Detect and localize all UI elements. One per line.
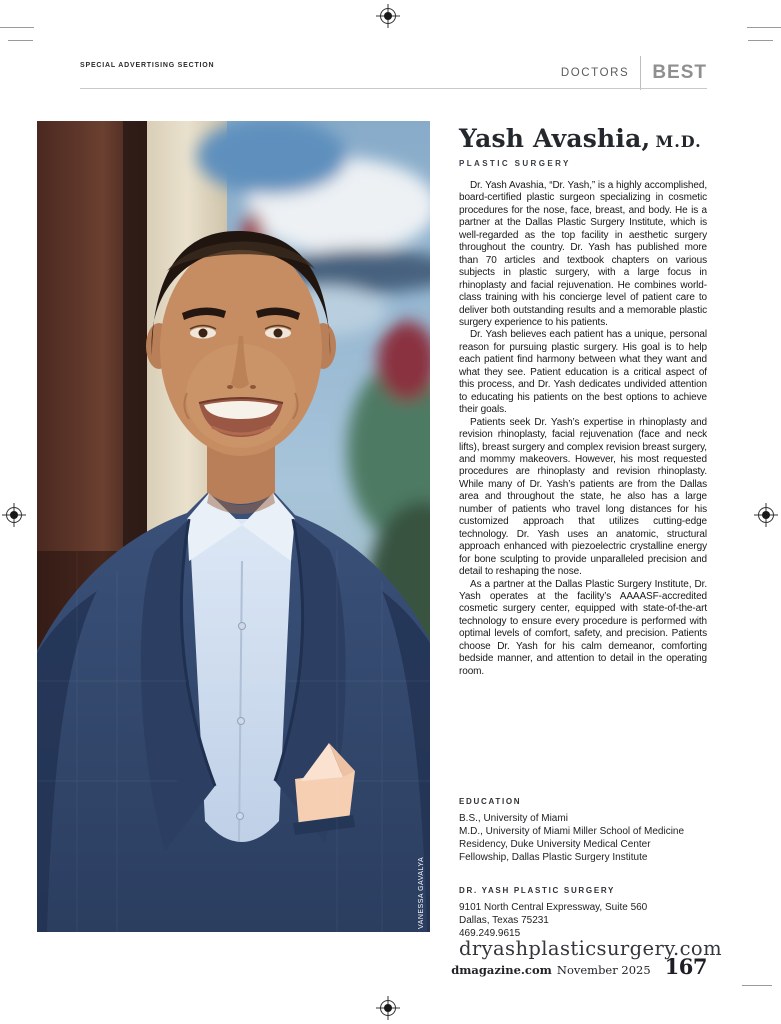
practice-address-line: 9101 North Central Expressway, Suite 560 <box>459 902 648 913</box>
doctor-name-main: Yash Avashia, <box>459 124 651 153</box>
crop-mark <box>0 27 34 28</box>
education-heading: EDUCATION <box>459 797 522 806</box>
practice-address-line: Dallas, Texas 75231 <box>459 915 549 926</box>
header-rule <box>80 88 707 89</box>
education-item: Residency, Duke University Medical Center <box>459 839 651 850</box>
education-item: B.S., University of Miami <box>459 813 568 824</box>
practice-phone: 469.249.9615 <box>459 928 521 939</box>
footer-date: November 2025 <box>556 963 651 977</box>
crop-mark <box>8 40 33 41</box>
doctor-name <box>459 124 707 153</box>
education-item: Fellowship, Dallas Plastic Surgery Institute <box>459 852 648 863</box>
section-doctors-label: DOCTORS <box>560 67 630 79</box>
section-best-label: BEST <box>652 62 707 83</box>
page-footer <box>451 954 707 979</box>
education-item: M.D., University of Miami Miller School of Medicine <box>459 826 685 837</box>
crop-mark <box>742 985 772 986</box>
crop-mark <box>747 27 781 28</box>
doctor-degree: M.D. <box>655 132 702 151</box>
registration-mark-icon <box>376 4 400 28</box>
section-header <box>561 56 707 90</box>
paragraph: Patients seek Dr. Yash’s expertise in rhinoplasty and revision rhinoplasty, facial rejuvenation (face and neck lifts), breast surgery and complex revision breast surgery, and mommy makeovers. However, his most requested procedures are rhinoplasty and revision rhinoplasty. While many of Dr. Yash’s patients are from the Dallas area and throughout the state, he also has a large number of patients who travel long distances for his customized approach that utilizes cutting-edge technology. Dr. Yash uses an anatomic, structural approach enhanced with piezoelectric crystalline energy for bone sculpting to provide unparalleled precision and detail to reshaping the nose. <box>459 416 707 578</box>
website-url: dryashplasticsurgery.com <box>459 937 722 960</box>
profile-body <box>459 180 707 678</box>
education-block <box>459 795 707 864</box>
photo-credit: VANESSA GAVALYA <box>418 856 425 929</box>
practice-block <box>459 884 707 940</box>
header-divider <box>640 56 641 90</box>
page-number: 167 <box>664 954 707 979</box>
practice-heading: DR. YASH PLASTIC SURGERY <box>459 886 616 895</box>
crop-mark <box>748 40 773 41</box>
paragraph: Dr. Yash believes each patient has a unique, personal reason for pursuing plastic surgery. His goal is to help each patient find harmony between what they want and what they see. Patient education is a critical aspect of this process, and Dr. Yash dedicates undivided attention to educating his patients on the best options to achieve their goals. <box>459 329 707 416</box>
doctor-portrait-photo <box>37 121 430 932</box>
doctor-specialty: PLASTIC SURGERY <box>459 159 571 168</box>
registration-mark-icon <box>2 503 26 527</box>
footer-site: dmagazine.com <box>451 963 552 977</box>
registration-mark-icon <box>376 996 400 1020</box>
paragraph: Dr. Yash Avashia, “Dr. Yash,” is a highly accomplished, board-certified plastic surgeon specializing in cosmetic procedures for the nose, face, breast, and body. He is a partner at the Dallas Plastic Surgery Institute, which is well-regarded as the top facility in aesthetic surgery throughout the country. Dr. Yash has published more than 70 articles and textbook chapters on various subjects in plastic surgery, with a large focus in rhinoplasty and facial rejuvenation. He combines world-class training with his concierge level of patient care to deliver both outstanding results and a memorable plastic surgery experience to his patients. <box>459 180 707 328</box>
paragraph: As a partner at the Dallas Plastic Surgery Institute, Dr. Yash operates at the facility’s AAAASF-accredited cosmetic surgery center, equipped with state-of-the-art technology to ensure every procedure is performed with optimal levels of comfort, safety, and precision. Patients choose Dr. Yash for his calm demeanor, comforting bedside manner, and attention to detail in the operating room. <box>459 578 707 677</box>
advertising-section-label: SPECIAL ADVERTISING SECTION <box>80 62 215 69</box>
registration-mark-icon <box>754 503 778 527</box>
